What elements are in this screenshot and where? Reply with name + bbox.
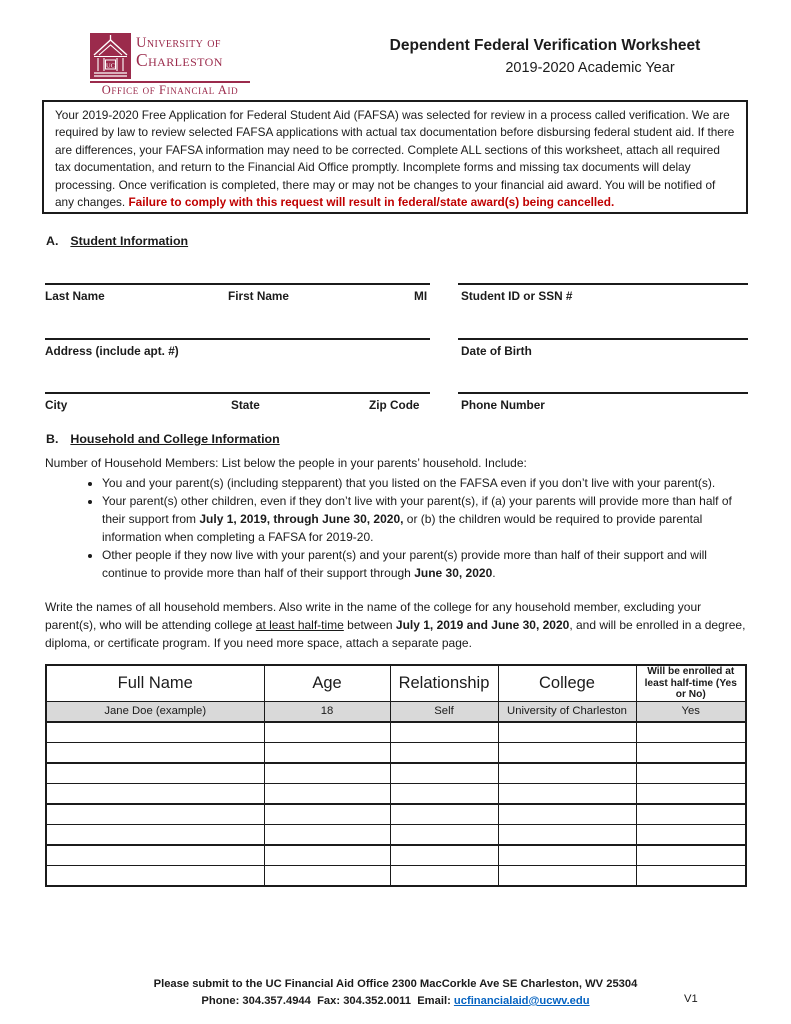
table-cell[interactable] bbox=[636, 742, 746, 763]
example-relationship: Self bbox=[390, 701, 498, 722]
footer-contact bbox=[0, 993, 791, 1010]
household-table bbox=[45, 664, 747, 887]
household-note bbox=[45, 598, 748, 652]
table-header-relationship: Relationship bbox=[390, 665, 498, 701]
table-cell[interactable] bbox=[46, 763, 264, 784]
example-college: University of Charleston bbox=[498, 701, 636, 722]
bullet-item-3 bbox=[102, 546, 748, 582]
table-row bbox=[46, 722, 746, 743]
field-label-first-name: First Name bbox=[228, 289, 289, 303]
table-cell[interactable] bbox=[498, 783, 636, 804]
bullet-2-text-c: or (b) the children would be required to provide parental information when completing a FAFSA for 2019-20. bbox=[102, 512, 703, 544]
table-cell[interactable] bbox=[264, 783, 390, 804]
table-cell[interactable] bbox=[636, 783, 746, 804]
intro-box bbox=[42, 100, 748, 214]
table-row bbox=[46, 865, 746, 886]
field-label-zip: Zip Code bbox=[369, 398, 420, 412]
table-cell[interactable] bbox=[264, 742, 390, 763]
intro-warning: Failure to comply with this request will result in federal/state award(s) being cancelled. bbox=[128, 195, 615, 210]
table-cell[interactable] bbox=[46, 804, 264, 825]
table-header-enrolled: Will be enrolled at least half-time (Yes or No) bbox=[636, 665, 746, 701]
field-line-address[interactable] bbox=[45, 338, 430, 340]
table-cell[interactable] bbox=[46, 824, 264, 845]
table-cell[interactable] bbox=[46, 865, 264, 886]
section-a-label: A. bbox=[46, 234, 59, 248]
table-row bbox=[46, 824, 746, 845]
example-full-name: Jane Doe (example) bbox=[46, 701, 264, 722]
title-block bbox=[345, 37, 745, 76]
table-header-full-name: Full Name bbox=[46, 665, 264, 701]
table-cell[interactable] bbox=[46, 742, 264, 763]
table-cell[interactable] bbox=[636, 804, 746, 825]
table-cell[interactable] bbox=[636, 845, 746, 866]
table-cell[interactable] bbox=[390, 722, 498, 743]
table-cell[interactable] bbox=[390, 742, 498, 763]
section-b-heading bbox=[46, 432, 280, 446]
household-bullets bbox=[45, 474, 748, 582]
table-cell[interactable] bbox=[636, 722, 746, 743]
table-cell[interactable] bbox=[390, 865, 498, 886]
note-text-a: Write the names of all household members. Also write in the name of the college for any household member, excluding your parent(s), who will be attending college bbox=[45, 600, 702, 632]
bullet-2-text-dates: July 1, 2019, through June 30, 2020, bbox=[199, 512, 404, 526]
field-label-student-id: Student ID or SSN # bbox=[461, 289, 573, 303]
table-cell[interactable] bbox=[264, 722, 390, 743]
field-line-phone[interactable] bbox=[458, 392, 748, 394]
field-line-student-id[interactable] bbox=[458, 283, 748, 285]
example-row bbox=[46, 701, 746, 722]
uc-crest-icon bbox=[90, 33, 131, 79]
version-label: V1 bbox=[684, 993, 698, 1005]
table-cell[interactable] bbox=[264, 804, 390, 825]
field-line-city-state-zip[interactable] bbox=[45, 392, 430, 394]
table-cell[interactable] bbox=[264, 865, 390, 886]
table-cell[interactable] bbox=[636, 763, 746, 784]
table-cell[interactable] bbox=[636, 865, 746, 886]
field-line-dob[interactable] bbox=[458, 338, 748, 340]
table-cell[interactable] bbox=[264, 824, 390, 845]
table-cell[interactable] bbox=[498, 824, 636, 845]
footer-address: Please submit to the UC Financial Aid Office 2300 MacCorkle Ave SE Charleston, WV 25304 bbox=[153, 978, 638, 990]
field-label-state: State bbox=[231, 398, 260, 412]
bullet-item-2 bbox=[102, 492, 748, 546]
table-row bbox=[46, 783, 746, 804]
note-text-halftime: at least half-time bbox=[255, 618, 344, 632]
table-cell[interactable] bbox=[498, 722, 636, 743]
note-text-e: , and will be enrolled in a degree, diploma, or certificate program. If you need more space, attach a separate page. bbox=[45, 618, 746, 650]
table-header-college: College bbox=[498, 665, 636, 701]
table-cell[interactable] bbox=[264, 763, 390, 784]
section-a-heading bbox=[46, 234, 188, 248]
table-cell[interactable] bbox=[636, 824, 746, 845]
table-cell[interactable] bbox=[264, 845, 390, 866]
household-intro: Number of Household Members: List below the people in your parents’ household. Include: bbox=[45, 456, 527, 470]
table-cell[interactable] bbox=[498, 865, 636, 886]
intro-text: Your 2019-2020 Free Application for Federal Student Aid (FAFSA) was selected for review in a process called verification. We are required by law to review selected FAFSA applications with actual tax documentation before disbursing federal student aid. If there are differences, your FAFSA information may need to be corrected. Complete ALL sections of this worksheet, attach all required tax documentation, and return to the Financial Aid Office promptly. Incomplete forms and missing tax documents will delay processing. Once verification is completed, there may or may not be changes to your financial aid award. You will be notified of any changes. bbox=[55, 108, 735, 210]
footer bbox=[0, 976, 791, 1010]
table-header-age: Age bbox=[264, 665, 390, 701]
field-label-address: Address (include apt. #) bbox=[45, 344, 179, 358]
table-row bbox=[46, 804, 746, 825]
footer-contact-text: Phone: 304.357.4944 Fax: 304.352.0011 Email: bbox=[201, 995, 454, 1007]
field-label-dob: Date of Birth bbox=[461, 344, 532, 358]
table-cell[interactable] bbox=[46, 783, 264, 804]
bullet-3-text-date: June 30, 2020 bbox=[414, 566, 493, 580]
email-link[interactable]: ucfinancialaid@ucwv.edu bbox=[453, 995, 590, 1007]
table-cell[interactable] bbox=[46, 722, 264, 743]
field-label-city: City bbox=[45, 398, 68, 412]
section-b-title: Household and College Information bbox=[70, 432, 280, 446]
field-label-mi: MI bbox=[414, 289, 428, 303]
table-cell[interactable] bbox=[390, 845, 498, 866]
bullet-item-1 bbox=[102, 474, 748, 492]
table-header-row bbox=[46, 665, 746, 701]
university-name-line2: Charleston bbox=[136, 50, 223, 71]
field-line-name[interactable] bbox=[45, 283, 430, 285]
table-cell[interactable] bbox=[498, 763, 636, 784]
table-cell[interactable] bbox=[390, 824, 498, 845]
table-cell[interactable] bbox=[390, 783, 498, 804]
note-text-dates: July 1, 2019 and June 30, 2020 bbox=[395, 618, 570, 632]
table-cell[interactable] bbox=[46, 845, 264, 866]
office-banner: Office of Financial Aid bbox=[90, 81, 250, 102]
field-label-phone: Phone Number bbox=[461, 398, 545, 412]
table-cell[interactable] bbox=[498, 742, 636, 763]
table-row bbox=[46, 763, 746, 784]
uc-monogram: UC bbox=[105, 62, 116, 70]
note-text-c: between bbox=[343, 618, 396, 632]
table-cell[interactable] bbox=[498, 845, 636, 866]
university-name-line1: University of bbox=[136, 35, 221, 51]
field-label-last-name: Last Name bbox=[45, 289, 105, 303]
university-name bbox=[136, 33, 223, 70]
bullet-2-text-a: Your parent(s) other children, even if they don’t live with your parent(s), if (a) your parents will provide more than half of their support from bbox=[102, 494, 732, 526]
uc-logo bbox=[90, 33, 250, 102]
example-age: 18 bbox=[264, 701, 390, 722]
table-row bbox=[46, 742, 746, 763]
bullet-1-text: You and your parent(s) (including stepparent) that you listed on the FAFSA even if you don’t live with your parent(s). bbox=[102, 476, 716, 490]
section-b-label: B. bbox=[46, 432, 59, 446]
bullet-3-text-c: . bbox=[492, 566, 496, 580]
example-enrolled: Yes bbox=[636, 701, 746, 722]
table-cell[interactable] bbox=[498, 804, 636, 825]
table-row bbox=[46, 845, 746, 866]
table-cell[interactable] bbox=[390, 804, 498, 825]
table-cell[interactable] bbox=[390, 763, 498, 784]
bullet-3-text-a: Other people if they now live with your parent(s) and your parent(s) provide more than half of their support and will continue to provide more than half of their support through bbox=[102, 548, 707, 580]
page-title: Dependent Federal Verification Worksheet bbox=[389, 37, 701, 54]
section-a-title: Student Information bbox=[70, 234, 189, 248]
page-subtitle: 2019-2020 Academic Year bbox=[505, 60, 675, 76]
